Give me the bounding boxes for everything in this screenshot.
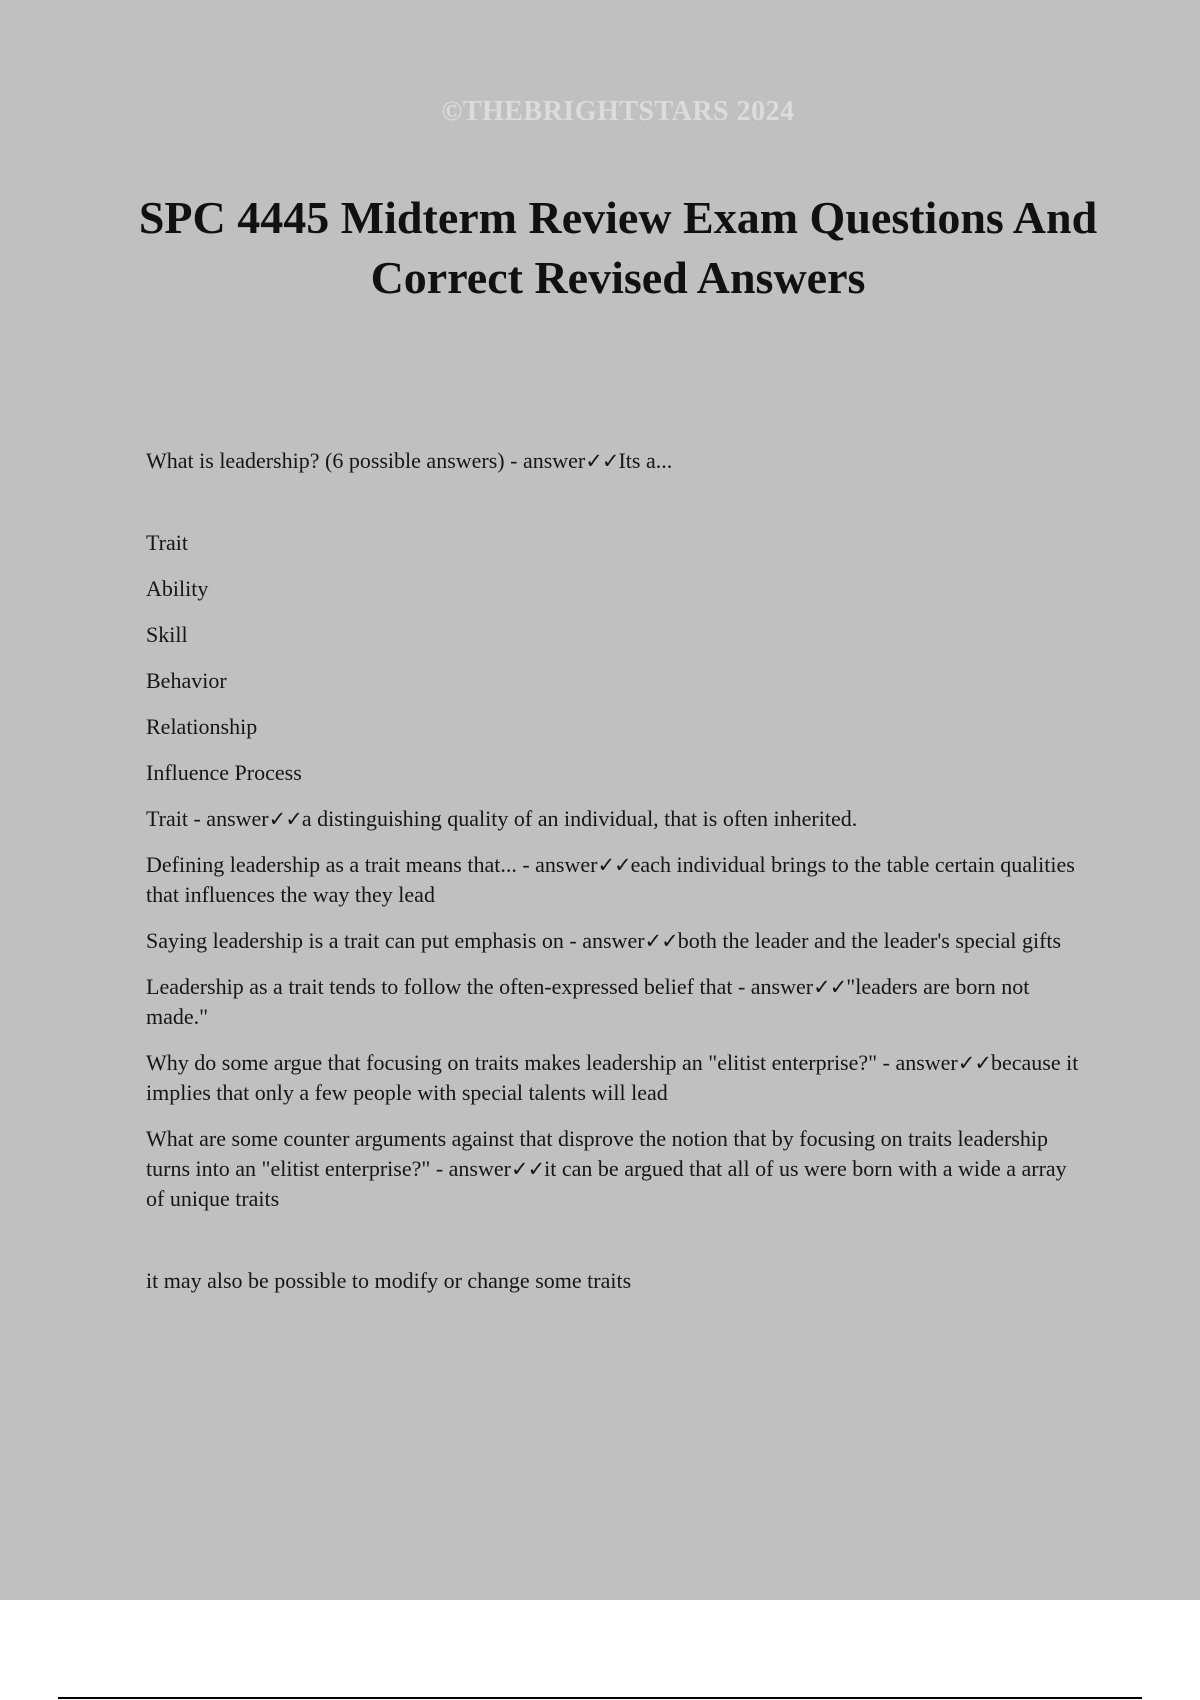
question-text: Trait - answer [146,806,269,831]
answer-text: "leaders are born not made." [146,974,1030,1029]
page-title: SPC 4445 Midterm Review Exam Questions And Correct Revised Answers [138,192,1098,303]
answer-text: Its a... [618,448,673,473]
qa-item [146,1048,1086,1108]
checkmark-icon: ✓✓ [268,807,302,831]
list-item: Relationship [146,714,258,739]
closing-paragraph: it may also be possible to modify or change some traits [146,1268,632,1293]
question-text: Saying leadership is a trait can put emphasis on - answer [146,928,645,953]
list-item: Influence Process [146,760,302,785]
checkmark-icon: ✓✓ [510,1157,545,1181]
checkmark-icon: ✓✓ [585,449,619,473]
question-text: Defining leadership as a trait means that... - answer [146,852,598,877]
question-text: Leadership as a trait tends to follow the often-expressed belief that - answer [146,974,814,999]
answer-text: it can be argued that all of us were born with a wide a array of unique traits [146,1156,1067,1211]
question-text: What is leadership? (6 possible answers) - answer [146,448,586,473]
intro-question [146,446,1086,476]
answer-text: because it implies that only a few people with special talents will lead [146,1050,1079,1105]
qa-item [146,972,1086,1032]
checkmark-icon: ✓✓ [644,929,678,953]
copyright-watermark: ©THEBRIGHTSTARS 2024 [441,96,795,127]
document-body [146,446,1086,1296]
qa-item [146,850,1086,910]
list-item: Ability [146,576,209,601]
checkmark-icon: ✓✓ [813,975,847,999]
answer-text: both the leader and the leader's special gifts [677,928,1062,953]
list-item: Trait [146,530,188,555]
checkmark-icon: ✓✓ [957,1051,991,1075]
question-text: What are some counter arguments against that disprove the notion that by focusing on traits leadership turns into an "elitist enterprise?" - answer [146,1126,1048,1181]
page-divider [58,1697,1142,1699]
qa-item [146,804,1086,834]
qa-item [146,1124,1086,1214]
leadership-list [146,528,1086,788]
list-item: Skill [146,622,188,647]
answer-text: each individual brings to the table certain qualities that influences the way they lead [146,852,1075,907]
list-item: Behavior [146,668,227,693]
qa-item [146,926,1086,956]
answer-text: a distinguishing quality of an individual, that is often inherited. [301,806,858,831]
checkmark-icon: ✓✓ [597,853,631,877]
question-text: Why do some argue that focusing on traits makes leadership an "elitist enterprise?" - answer [146,1050,958,1075]
